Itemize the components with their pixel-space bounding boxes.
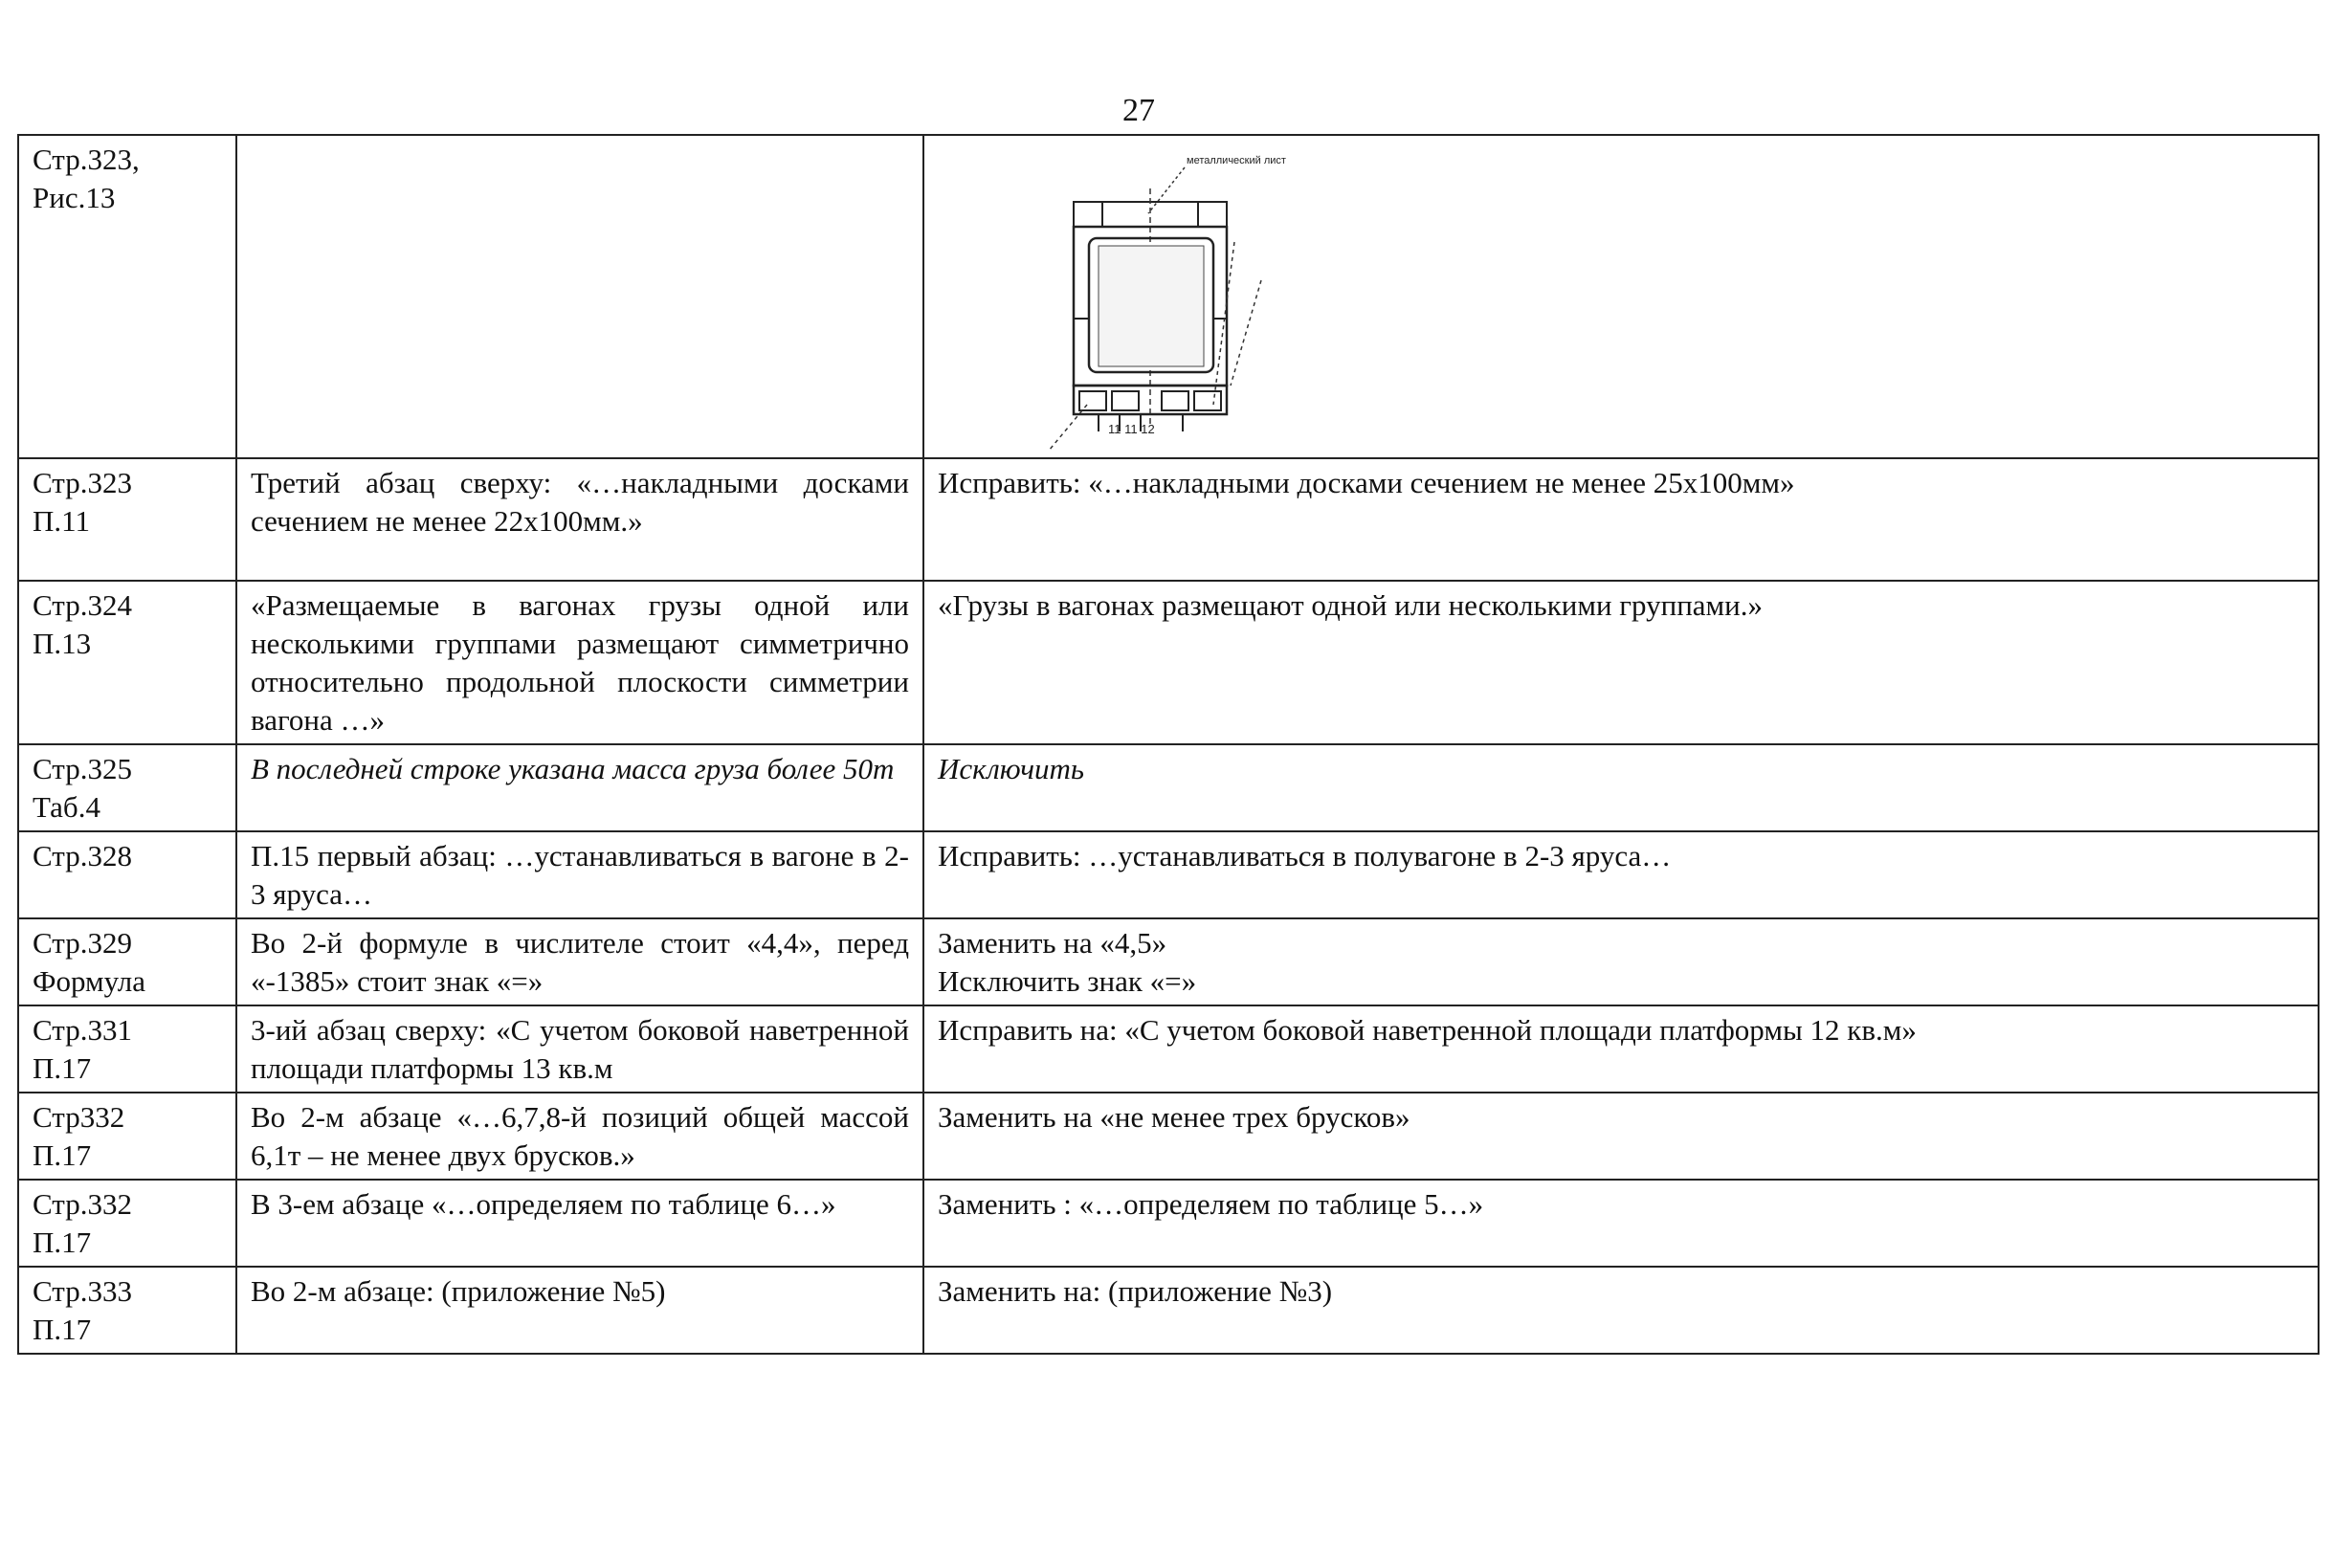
original-text: «Размещаемые в вагонах грузы одной или несколькими группами размещают симметрично относительно продольной плоскости симметрии вагона …» (251, 588, 909, 737)
ref-cell (18, 744, 236, 831)
original-text: Во 2-м абзаце: (приложение №5) (251, 1274, 666, 1308)
original-text: Во 2-м абзаце «…6,7,8-й позиций общей массой 6,1т – не менее двух брусков.» (251, 1100, 909, 1172)
ref-text: Стр.328 (33, 839, 132, 872)
correction-text: Исправить: …устанавливаться в полувагоне в 2-3 яруса… (938, 839, 1672, 872)
original-text: В 3-ем абзаце «…определяем по таблице 6…» (251, 1187, 836, 1221)
original-cell (236, 1093, 923, 1180)
ref-cell (18, 1180, 236, 1267)
ref-cell (18, 581, 236, 744)
table-row (18, 1267, 2319, 1354)
correction-cell (923, 581, 2319, 744)
figure-label-bottom: 11 11 12 (1108, 422, 1155, 436)
correction-cell (923, 1005, 2319, 1093)
correction-cell (923, 1093, 2319, 1180)
original-text: П.15 первый абзац: …устанавливаться в вагоне в 2-3 яруса… (251, 839, 909, 911)
original-text: Во 2-й формуле в числителе стоит «4,4», перед «-1385» стоит знак «=» (251, 926, 909, 998)
ref-cell (18, 1005, 236, 1093)
table-row (18, 581, 2319, 744)
ref-cell (18, 1093, 236, 1180)
correction-text: Заменить : «…определяем по таблице 5…» (938, 1187, 1484, 1221)
correction-cell (923, 135, 2319, 458)
original-text: 3-ий абзац сверху: «С учетом боковой наветренной площади платформы 13 кв.м (251, 1013, 909, 1085)
correction-cell (923, 744, 2319, 831)
original-cell (236, 135, 923, 458)
original-cell (236, 831, 923, 918)
original-text: В последней строке указана масса груза более 50т (251, 752, 895, 785)
table-row (18, 1180, 2319, 1267)
original-text: Третий абзац сверху: «…накладными досками сечением не менее 22х100мм.» (251, 466, 909, 538)
corrections-table (17, 134, 2320, 1355)
correction-text: Заменить на: (приложение №3) (938, 1274, 1333, 1308)
ref-text: Стр.323 П.11 (33, 466, 132, 538)
ref-cell (18, 1267, 236, 1354)
table-row (18, 918, 2319, 1005)
correction-text: «Грузы в вагонах размещают одной или несколькими группами.» (938, 588, 1764, 622)
correction-cell (923, 1267, 2319, 1354)
wagon-cross-section-drawing (995, 146, 1301, 453)
correction-text: Исправить: «…накладными досками сечением не менее 25х100мм» (938, 466, 1795, 499)
table-row (18, 1093, 2319, 1180)
original-cell (236, 1180, 923, 1267)
ref-cell (18, 831, 236, 918)
original-cell (236, 1267, 923, 1354)
ref-text: Стр.331 П.17 (33, 1013, 132, 1085)
original-cell (236, 458, 923, 581)
ref-text: Стр.332 П.17 (33, 1187, 132, 1259)
original-cell (236, 1005, 923, 1093)
ref-text: Стр.323, Рис.13 (33, 143, 140, 214)
ref-text: Стр332 П.17 (33, 1100, 125, 1172)
original-cell (236, 744, 923, 831)
ref-text: Стр.325 Таб.4 (33, 752, 132, 824)
table-row (18, 831, 2319, 918)
correction-cell (923, 458, 2319, 581)
correction-text: Исключить (938, 752, 1085, 785)
original-cell (236, 918, 923, 1005)
correction-cell (923, 918, 2319, 1005)
correction-text: Заменить на «4,5» Исключить знак «=» (938, 926, 1197, 998)
table-row (18, 135, 2319, 458)
ref-text: Стр.329 Формула (33, 926, 146, 998)
figure-label-top: металлический лист (1187, 155, 1286, 166)
page-number: 27 (1122, 93, 1155, 128)
ref-text: Стр.324 П.13 (33, 588, 132, 660)
ref-cell (18, 918, 236, 1005)
table-row (18, 1005, 2319, 1093)
table-row (18, 458, 2319, 581)
correction-cell (923, 1180, 2319, 1267)
ref-cell (18, 135, 236, 458)
ref-text: Стр.333 П.17 (33, 1274, 132, 1346)
correction-cell (923, 831, 2319, 918)
correction-text: Исправить на: «С учетом боковой наветренной площади платформы 12 кв.м» (938, 1013, 1917, 1047)
wagon-cross-section-figure (938, 141, 2304, 447)
correction-text: Заменить на «не менее трех брусков» (938, 1100, 1410, 1134)
table-row (18, 744, 2319, 831)
original-cell (236, 581, 923, 744)
ref-cell (18, 458, 236, 581)
